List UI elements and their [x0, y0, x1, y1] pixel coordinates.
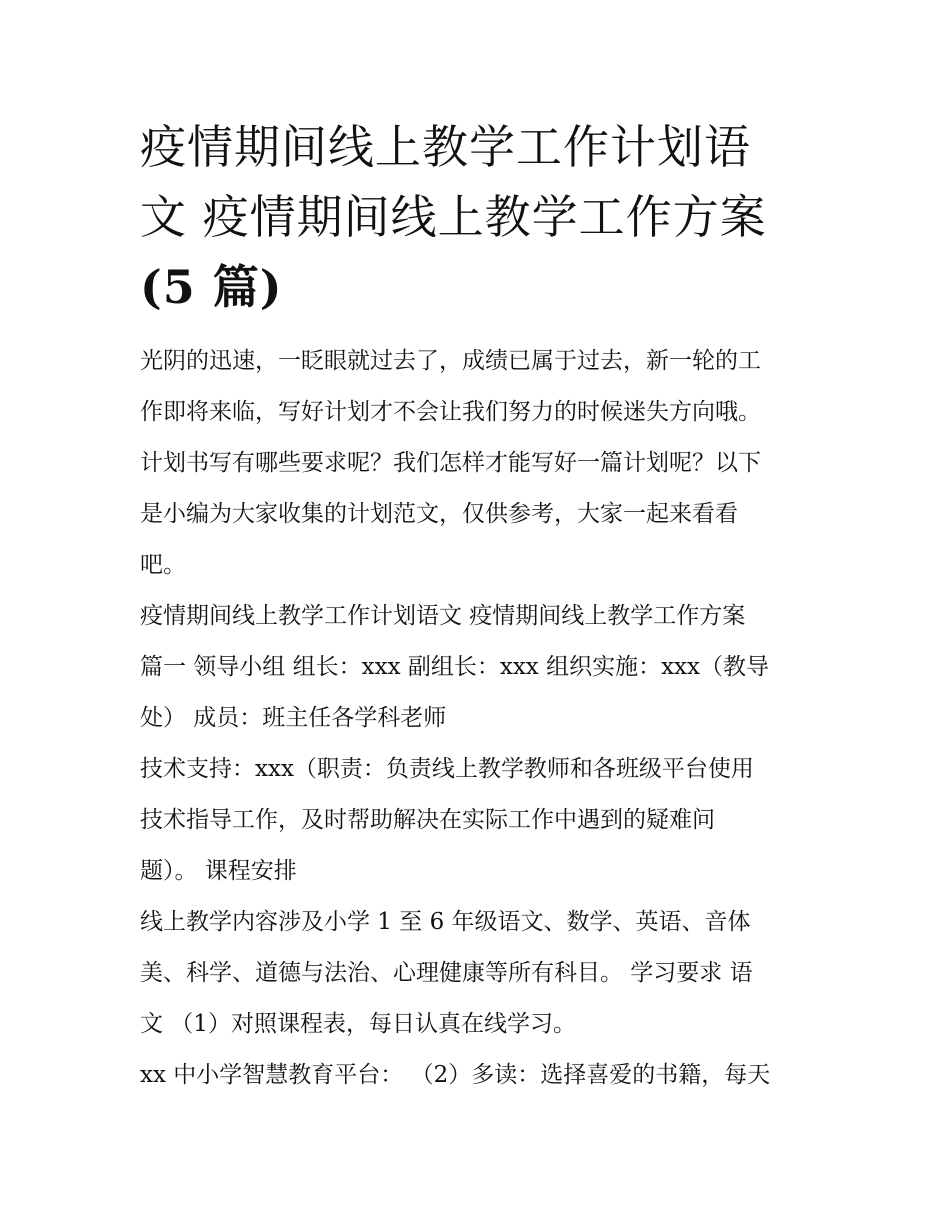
body-line: 处） 成员：班主任各学科老师 [140, 705, 447, 731]
body-line: 美、科学、道德与法治、心理健康等所有科目。 学习要求 语 [140, 960, 753, 986]
body-line: 文 （1）对照课程表，每日认真在线学习。 [140, 1011, 576, 1037]
document-title [140, 112, 820, 322]
body-line: 技术支持：xxx（职责：负责线上教学教师和各班级平台使用 [140, 756, 754, 782]
title-line-1: 疫情期间线上教学工作计划语 [140, 120, 751, 174]
body-line: 计划书写有哪些要求呢？我们怎样才能写好一篇计划呢？以下 [140, 450, 761, 476]
body-line: 线上教学内容涉及小学 1 至 6 年级语文、数学、英语、音体 [140, 909, 751, 935]
body-line: 是小编为大家收集的计划范文，仅供参考，大家一起来看看 [140, 501, 738, 527]
body-line: 吧。 [140, 552, 186, 578]
title-line-3: (5 篇) [140, 260, 283, 314]
body-line: 疫情期间线上教学工作计划语文 疫情期间线上教学工作方案 [140, 603, 746, 629]
body-line: 技术指导工作，及时帮助解决在实际工作中遇到的疑难问 [140, 807, 715, 833]
body-line: 篇一 领导小组 组长：xxx 副组长：xxx 组织实施：xxx（教导 [140, 654, 769, 680]
body-line: 题）。 课程安排 [140, 858, 297, 884]
body-line: 光阴的迅速，一眨眼就过去了，成绩已属于过去，新一轮的工 [140, 348, 761, 374]
body-line: xx 中小学智慧教育平台： （2）多读：选择喜爱的书籍，每天 [140, 1062, 771, 1088]
document-page [140, 112, 820, 1101]
body-line: 作即将来临，写好计划才不会让我们努力的时候迷失方向哦。 [140, 399, 761, 425]
document-body [140, 336, 820, 1101]
title-line-2: 文 疫情期间线上教学工作方案 [140, 190, 767, 244]
